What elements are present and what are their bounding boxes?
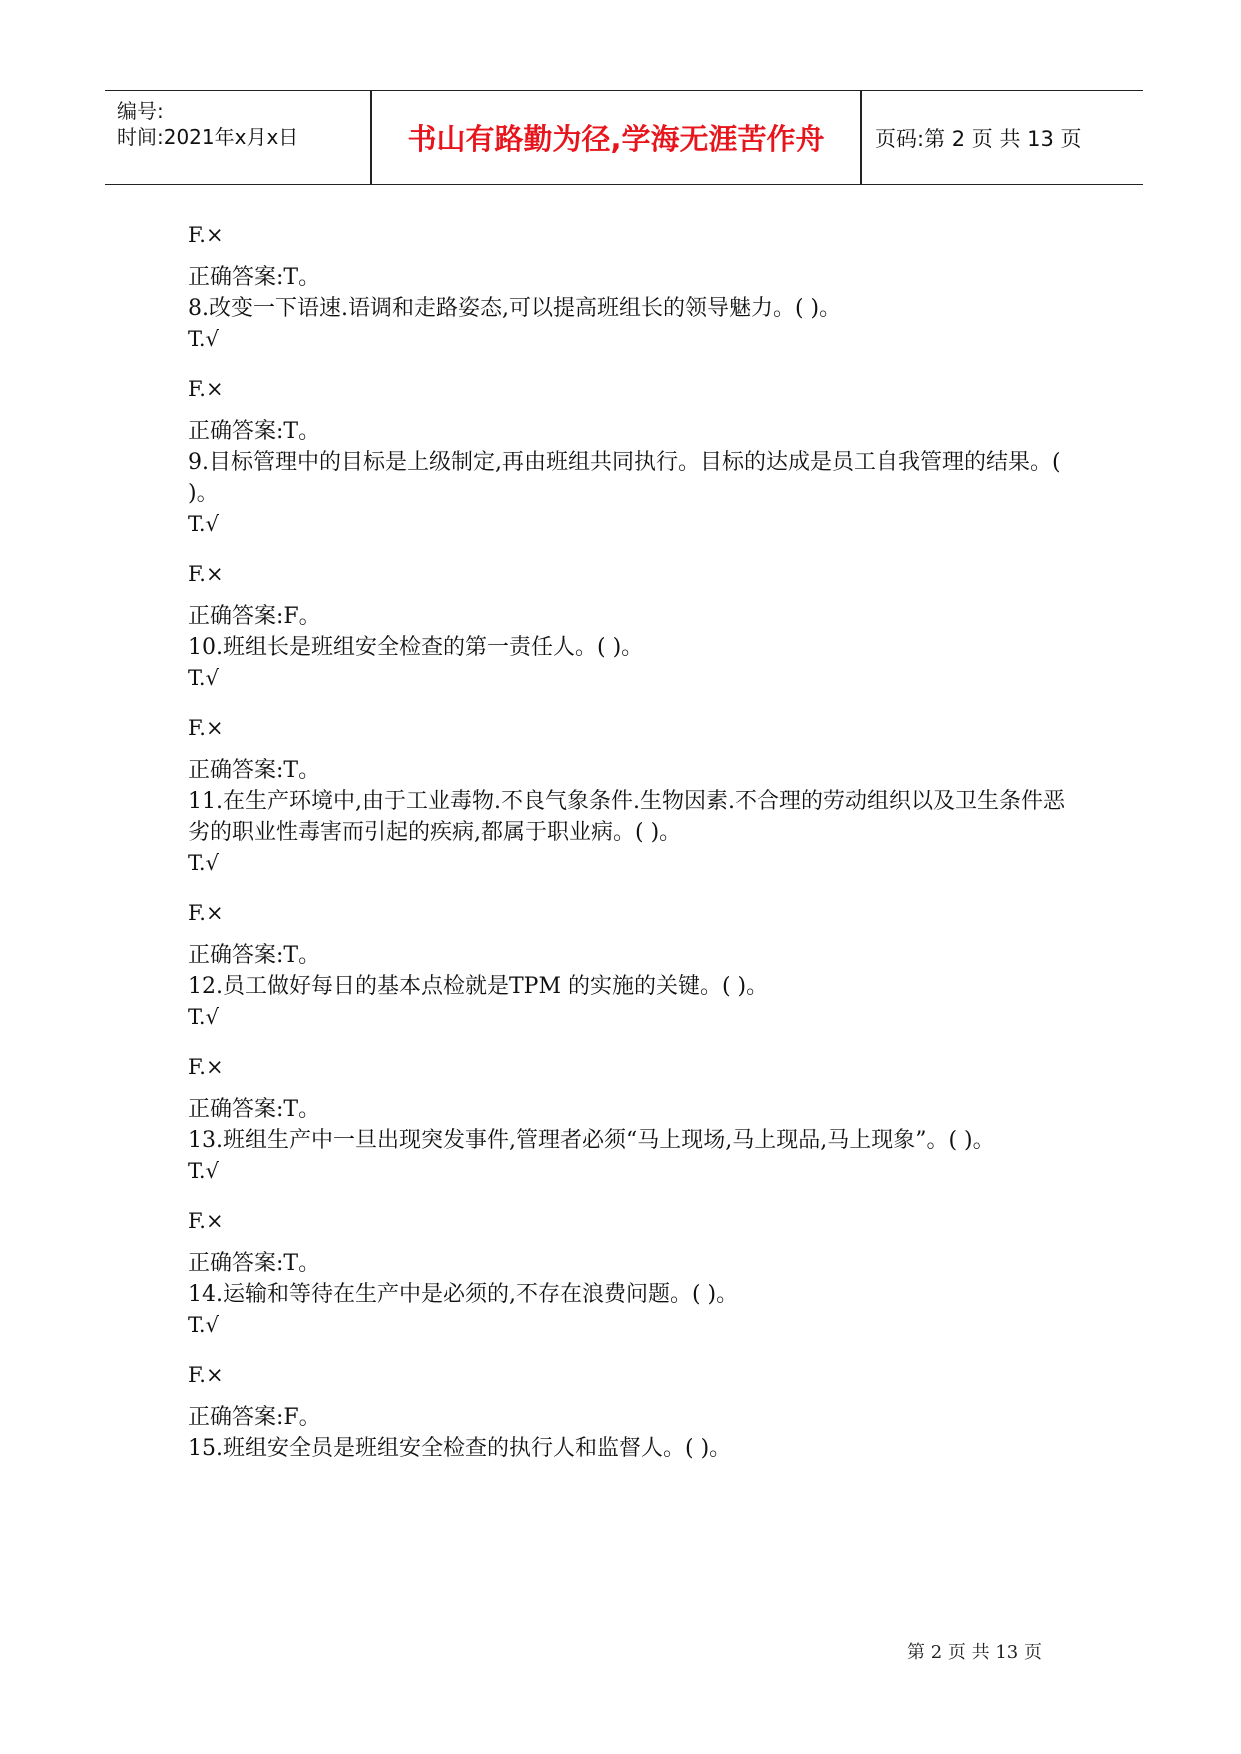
spacer [188,540,1068,559]
option-false: F.× [188,1055,224,1079]
spacer [188,1341,1068,1360]
option-false: F.× [188,223,224,247]
number-label: 编号: [117,99,164,123]
question-list [188,220,1068,1464]
spacer [188,251,1068,262]
option-true: T.√ [188,512,219,536]
correct-answer: 正确答案:T。 [188,943,321,968]
header-page-number: 页码:第 2 页 共 13 页 [875,126,1082,151]
spacer [188,1237,1068,1248]
question-text: 14.运输和等待在生产中是必须的,不存在浪费问题。( )。 [188,1282,739,1307]
spacer [188,929,1068,940]
correct-answer: 正确答案:T。 [188,758,321,783]
option-false: F.× [188,377,224,401]
page-footer: 第 2 页 共 13 页 [907,1642,1042,1663]
question-text: 8.改变一下语速.语调和走路姿态,可以提高班组长的领导魅力。( )。 [188,296,842,321]
spacer [188,1187,1068,1206]
spacer [188,405,1068,416]
question-text: 15.班组安全员是班组安全检查的执行人和监督人。( )。 [188,1436,732,1461]
time-label: 时间:2021年x月x日 [117,125,299,149]
question-text: 13.班组生产中一旦出现突发事件,管理者必须“马上现场,马上现品,马上现象”。( )。 [188,1128,995,1153]
spacer [188,879,1068,898]
correct-answer: 正确答案:T。 [188,265,321,290]
correct-answer: 正确答案:F。 [188,604,321,629]
header-divider [370,91,372,184]
correct-answer: 正确答案:F。 [188,1405,321,1430]
option-true: T.√ [188,666,219,690]
option-true: T.√ [188,1313,219,1337]
option-false: F.× [188,716,224,740]
option-false: F.× [188,562,224,586]
option-false: F.× [188,1363,224,1387]
header-divider [860,91,862,184]
header-meta [105,91,369,184]
spacer [188,1391,1068,1402]
option-false: F.× [188,1209,224,1233]
correct-answer: 正确答案:T。 [188,1251,321,1276]
option-true: T.√ [188,851,219,875]
spacer [188,694,1068,713]
spacer [188,1083,1068,1094]
header-motto: 书山有路勤为径,学海无涯苦作舟 [407,122,825,156]
option-true: T.√ [188,327,219,351]
question-text: 10.班组长是班组安全检查的第一责任人。( )。 [188,635,644,660]
spacer [188,355,1068,374]
correct-answer: 正确答案:T。 [188,419,321,444]
question-text: 11.在生产环境中,由于工业毒物.不良气象条件.生物因素.不合理的劳动组织以及卫生条件恶劣的职业性毒害而引起的疾病,都属于职业病。( )。 [188,789,1065,845]
correct-answer: 正确答案:T。 [188,1097,321,1122]
option-true: T.√ [188,1159,219,1183]
option-true: T.√ [188,1005,219,1029]
spacer [188,744,1068,755]
spacer [188,1033,1068,1052]
question-text: 12.员工做好每日的基本点检就是TPM 的实施的关键。( )。 [188,974,769,999]
question-text: 9.目标管理中的目标是上级制定,再由班组共同执行。目标的达成是员工自我管理的结果。( )。 [188,450,1061,506]
spacer [188,590,1068,601]
page-header [105,90,1143,185]
option-false: F.× [188,901,224,925]
